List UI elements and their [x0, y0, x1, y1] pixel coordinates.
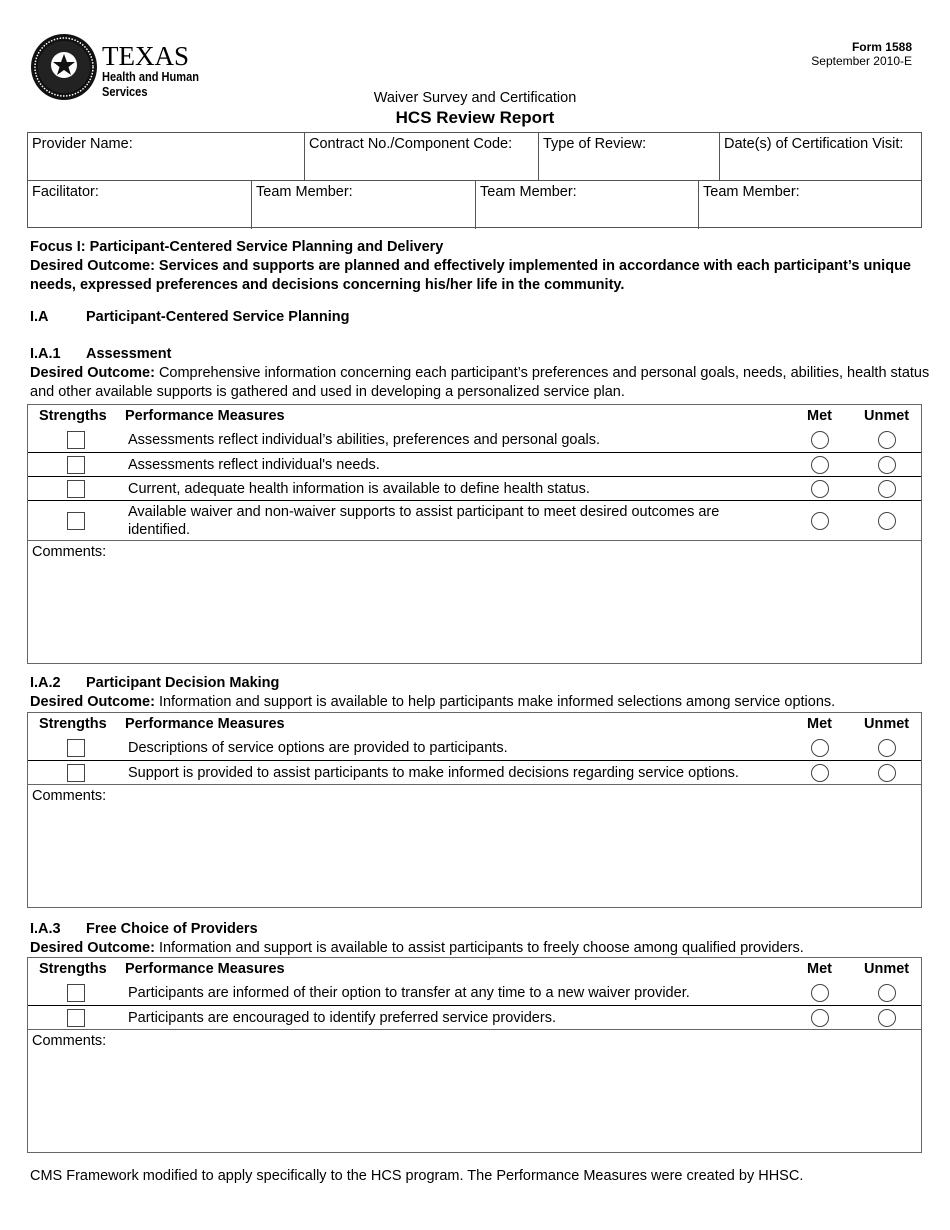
col-strengths: Strengths — [39, 408, 107, 424]
table-row — [28, 1005, 921, 1029]
unmet-radio[interactable] — [878, 984, 896, 1002]
header-field[interactable]: Provider Name: — [32, 136, 133, 152]
header-field[interactable]: Type of Review: — [538, 133, 719, 180]
table-row — [28, 736, 921, 760]
table-row — [28, 500, 921, 540]
unmet-radio[interactable] — [878, 739, 896, 757]
subsection-outcome: Desired Outcome: Information and support is available to assist participants to freely choose among qualified providers. — [30, 940, 804, 956]
met-radio[interactable] — [811, 512, 829, 530]
comments-label: Comments: — [32, 788, 107, 804]
met-radio[interactable] — [811, 984, 829, 1002]
subsection-outcome: Desired Outcome: Information and support is available to help participants make informed selections among service options. — [30, 694, 836, 710]
subsection-heading: I.A.3 Free Choice of Providers — [30, 921, 258, 937]
logo-subtitle: Health and Human Services — [102, 69, 200, 99]
strength-checkbox[interactable] — [67, 984, 85, 1002]
measure-text: Current, adequate health information is available to define health status. — [128, 481, 590, 497]
measure-text: Available waiver and non-waiver supports to assist participant to meet desired outcomes are identified. — [128, 504, 720, 538]
unmet-radio[interactable] — [878, 1009, 896, 1027]
strength-checkbox[interactable] — [67, 512, 85, 530]
met-radio[interactable] — [811, 739, 829, 757]
comments-box[interactable] — [28, 540, 921, 665]
focus-title: Focus I: Participant-Centered Service Planning and Delivery — [30, 239, 444, 255]
subsection-heading: I.A.2 Participant Decision Making — [30, 675, 280, 691]
met-radio[interactable] — [811, 1009, 829, 1027]
strength-checkbox[interactable] — [67, 456, 85, 474]
met-radio[interactable] — [811, 456, 829, 474]
logo-texas: TEXAS — [102, 41, 189, 71]
unmet-radio[interactable] — [878, 431, 896, 449]
unmet-radio[interactable] — [878, 480, 896, 498]
measure-text: Support is provided to assist participants to make informed decisions regarding service options. — [128, 765, 739, 781]
focus-outcome: Desired Outcome: Services and supports are planned and effectively implemented in accordance with each participant’s unique needs, expressed preferences and decisions concerning his/her life in the community. — [30, 258, 911, 293]
col-met: Met — [807, 408, 832, 424]
unmet-radio[interactable] — [878, 764, 896, 782]
table-row — [28, 981, 921, 1005]
header-field[interactable]: Facilitator: — [32, 184, 99, 200]
col-measures: Performance Measures — [125, 961, 285, 977]
table-row — [28, 476, 921, 500]
col-measures: Performance Measures — [125, 408, 285, 424]
met-radio[interactable] — [811, 764, 829, 782]
met-radio[interactable] — [811, 431, 829, 449]
section-heading: I.A Participant-Centered Service Planning — [30, 309, 350, 325]
header-field[interactable]: Date(s) of Certification Visit: — [719, 133, 923, 180]
strength-checkbox[interactable] — [67, 480, 85, 498]
strength-checkbox[interactable] — [67, 739, 85, 757]
table-row — [28, 452, 921, 476]
form-info: Form 1588 September 2010-E — [811, 40, 912, 68]
measure-text: Participants are informed of their option to transfer at any time to a new waiver provider. — [128, 985, 690, 1001]
measure-text: Descriptions of service options are provided to participants. — [128, 740, 508, 756]
header-field[interactable]: Team Member: — [251, 181, 475, 229]
comments-box[interactable] — [28, 784, 921, 909]
footer-note: CMS Framework modified to apply specifically to the HCS program. The Performance Measures were created by HHSC. — [30, 1168, 804, 1184]
met-radio[interactable] — [811, 480, 829, 498]
header-field[interactable]: Team Member: — [698, 181, 923, 229]
strength-checkbox[interactable] — [67, 1009, 85, 1027]
col-met: Met — [807, 716, 832, 732]
comments-label: Comments: — [32, 1033, 107, 1049]
header-fields — [27, 132, 922, 228]
table-row — [28, 760, 921, 784]
strength-checkbox[interactable] — [67, 431, 85, 449]
strength-checkbox[interactable] — [67, 764, 85, 782]
performance-table — [27, 957, 922, 1153]
form-subtitle: Waiver Survey and Certification — [373, 90, 577, 106]
table-row — [28, 428, 921, 452]
col-measures: Performance Measures — [125, 716, 285, 732]
subsection-heading: I.A.1 Assessment — [30, 346, 172, 362]
unmet-radio[interactable] — [878, 456, 896, 474]
measure-text: Assessments reflect individual's needs. — [128, 457, 380, 473]
col-strengths: Strengths — [39, 961, 107, 977]
measure-text: Assessments reflect individual’s abilities, preferences and personal goals. — [128, 432, 601, 448]
comments-box[interactable] — [28, 1029, 921, 1154]
header-field[interactable]: Team Member: — [475, 181, 698, 229]
col-met: Met — [807, 961, 832, 977]
form-title: HCS Review Report — [395, 108, 555, 127]
col-unmet: Unmet — [864, 716, 910, 732]
col-unmet: Unmet — [864, 408, 910, 424]
unmet-radio[interactable] — [878, 512, 896, 530]
comments-label: Comments: — [32, 544, 107, 560]
measure-text: Participants are encouraged to identify preferred service providers. — [128, 1010, 556, 1026]
col-unmet: Unmet — [864, 961, 910, 977]
performance-table — [27, 404, 922, 664]
header-field[interactable]: Contract No./Component Code: — [304, 133, 538, 180]
performance-table — [27, 712, 922, 908]
subsection-outcome: Desired Outcome: Comprehensive information concerning each participant’s preferences and personal goals, needs, abilities, health status and other available supports is gathered and used in developing a personalized service plan. — [30, 365, 930, 400]
col-strengths: Strengths — [39, 716, 107, 732]
